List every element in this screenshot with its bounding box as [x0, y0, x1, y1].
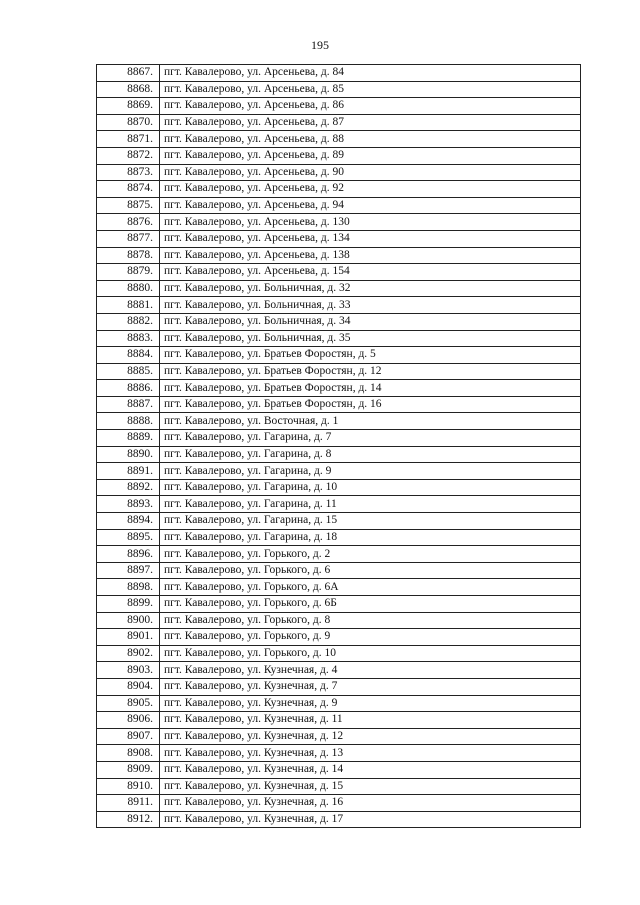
- address-cell: пгт. Кавалерово, ул. Арсеньева, д. 84: [160, 65, 581, 82]
- table-row: [97, 513, 581, 530]
- address-cell: пгт. Кавалерово, ул. Арсеньева, д. 138: [160, 247, 581, 264]
- row-number-cell: 8881.: [97, 297, 160, 314]
- address-cell: пгт. Кавалерово, ул. Гагарина, д. 10: [160, 479, 581, 496]
- address-cell: пгт. Кавалерово, ул. Кузнечная, д. 16: [160, 795, 581, 812]
- table-row: [97, 313, 581, 330]
- row-number-cell: 8871.: [97, 131, 160, 148]
- table-row: [97, 645, 581, 662]
- row-number-cell: 8878.: [97, 247, 160, 264]
- address-cell: пгт. Кавалерово, ул. Горького, д. 6Б: [160, 596, 581, 613]
- row-number-cell: 8907.: [97, 728, 160, 745]
- address-cell: пгт. Кавалерово, ул. Арсеньева, д. 90: [160, 164, 581, 181]
- table-row: [97, 65, 581, 82]
- row-number-cell: 8911.: [97, 795, 160, 812]
- table-row: [97, 446, 581, 463]
- row-number-cell: 8903.: [97, 662, 160, 679]
- row-number-cell: 8894.: [97, 513, 160, 530]
- table-row: [97, 114, 581, 131]
- row-number-cell: 8888.: [97, 413, 160, 430]
- table-row: [97, 81, 581, 98]
- table-row: [97, 479, 581, 496]
- table-row: [97, 413, 581, 430]
- row-number-cell: 8889.: [97, 430, 160, 447]
- address-cell: пгт. Кавалерово, ул. Арсеньева, д. 88: [160, 131, 581, 148]
- table-row: [97, 761, 581, 778]
- address-cell: пгт. Кавалерово, ул. Кузнечная, д. 15: [160, 778, 581, 795]
- row-number-cell: 8867.: [97, 65, 160, 82]
- row-number-cell: 8909.: [97, 761, 160, 778]
- row-number-cell: 8896.: [97, 546, 160, 563]
- address-table: [96, 64, 581, 828]
- table-row: [97, 612, 581, 629]
- table-row: [97, 330, 581, 347]
- row-number-cell: 8908.: [97, 745, 160, 762]
- address-cell: пгт. Кавалерово, ул. Братьев Форостян, д. 14: [160, 380, 581, 397]
- row-number-cell: 8873.: [97, 164, 160, 181]
- row-number-cell: 8884.: [97, 347, 160, 364]
- table-row: [97, 579, 581, 596]
- address-cell: пгт. Кавалерово, ул. Арсеньева, д. 86: [160, 98, 581, 115]
- table-row: [97, 247, 581, 264]
- row-number-cell: 8890.: [97, 446, 160, 463]
- table-row: [97, 463, 581, 480]
- table-row: [97, 98, 581, 115]
- address-cell: пгт. Кавалерово, ул. Больничная, д. 35: [160, 330, 581, 347]
- row-number-cell: 8898.: [97, 579, 160, 596]
- address-cell: пгт. Кавалерово, ул. Гагарина, д. 15: [160, 513, 581, 530]
- address-cell: пгт. Кавалерово, ул. Горького, д. 9: [160, 629, 581, 646]
- address-cell: пгт. Кавалерово, ул. Гагарина, д. 18: [160, 529, 581, 546]
- address-cell: пгт. Кавалерово, ул. Кузнечная, д. 4: [160, 662, 581, 679]
- row-number-cell: 8874.: [97, 181, 160, 198]
- address-cell: пгт. Кавалерово, ул. Гагарина, д. 8: [160, 446, 581, 463]
- table-row: [97, 264, 581, 281]
- row-number-cell: 8892.: [97, 479, 160, 496]
- address-cell: пгт. Кавалерово, ул. Арсеньева, д. 154: [160, 264, 581, 281]
- table-row: [97, 131, 581, 148]
- table-row: [97, 745, 581, 762]
- address-cell: пгт. Кавалерово, ул. Кузнечная, д. 9: [160, 695, 581, 712]
- table-row: [97, 230, 581, 247]
- table-row: [97, 280, 581, 297]
- address-cell: пгт. Кавалерово, ул. Арсеньева, д. 130: [160, 214, 581, 231]
- table-row: [97, 795, 581, 812]
- row-number-cell: 8876.: [97, 214, 160, 231]
- table-row: [97, 811, 581, 828]
- table-row: [97, 596, 581, 613]
- address-cell: пгт. Кавалерово, ул. Кузнечная, д. 14: [160, 761, 581, 778]
- address-cell: пгт. Кавалерово, ул. Кузнечная, д. 11: [160, 712, 581, 729]
- address-table-body: [97, 65, 581, 828]
- row-number-cell: 8875.: [97, 197, 160, 214]
- row-number-cell: 8900.: [97, 612, 160, 629]
- address-cell: пгт. Кавалерово, ул. Горького, д. 6А: [160, 579, 581, 596]
- table-row: [97, 430, 581, 447]
- table-row: [97, 546, 581, 563]
- address-cell: пгт. Кавалерово, ул. Больничная, д. 32: [160, 280, 581, 297]
- row-number-cell: 8895.: [97, 529, 160, 546]
- table-row: [97, 164, 581, 181]
- address-cell: пгт. Кавалерово, ул. Арсеньева, д. 94: [160, 197, 581, 214]
- table-row: [97, 363, 581, 380]
- table-row: [97, 678, 581, 695]
- address-cell: пгт. Кавалерово, ул. Братьев Форостян, д. 5: [160, 347, 581, 364]
- address-cell: пгт. Кавалерово, ул. Гагарина, д. 9: [160, 463, 581, 480]
- row-number-cell: 8870.: [97, 114, 160, 131]
- row-number-cell: 8877.: [97, 230, 160, 247]
- address-cell: пгт. Кавалерово, ул. Арсеньева, д. 85: [160, 81, 581, 98]
- table-row: [97, 695, 581, 712]
- table-row: [97, 496, 581, 513]
- row-number-cell: 8912.: [97, 811, 160, 828]
- address-cell: пгт. Кавалерово, ул. Арсеньева, д. 89: [160, 147, 581, 164]
- row-number-cell: 8885.: [97, 363, 160, 380]
- row-number-cell: 8899.: [97, 596, 160, 613]
- table-row: [97, 728, 581, 745]
- table-row: [97, 629, 581, 646]
- table-row: [97, 396, 581, 413]
- table-row: [97, 297, 581, 314]
- row-number-cell: 8879.: [97, 264, 160, 281]
- row-number-cell: 8883.: [97, 330, 160, 347]
- address-cell: пгт. Кавалерово, ул. Кузнечная, д. 12: [160, 728, 581, 745]
- table-row: [97, 529, 581, 546]
- address-cell: пгт. Кавалерово, ул. Кузнечная, д. 7: [160, 678, 581, 695]
- address-cell: пгт. Кавалерово, ул. Горького, д. 2: [160, 546, 581, 563]
- address-cell: пгт. Кавалерово, ул. Арсеньева, д. 87: [160, 114, 581, 131]
- table-row: [97, 181, 581, 198]
- address-cell: пгт. Кавалерово, ул. Арсеньева, д. 134: [160, 230, 581, 247]
- row-number-cell: 8868.: [97, 81, 160, 98]
- address-cell: пгт. Кавалерово, ул. Кузнечная, д. 13: [160, 745, 581, 762]
- address-cell: пгт. Кавалерово, ул. Гагарина, д. 11: [160, 496, 581, 513]
- table-row: [97, 380, 581, 397]
- page-number: 195: [311, 38, 329, 52]
- table-row: [97, 562, 581, 579]
- row-number-cell: 8904.: [97, 678, 160, 695]
- table-row: [97, 197, 581, 214]
- table-row: [97, 712, 581, 729]
- row-number-cell: 8897.: [97, 562, 160, 579]
- row-number-cell: 8910.: [97, 778, 160, 795]
- table-row: [97, 778, 581, 795]
- row-number-cell: 8872.: [97, 147, 160, 164]
- address-cell: пгт. Кавалерово, ул. Больничная, д. 34: [160, 313, 581, 330]
- address-cell: пгт. Кавалерово, ул. Восточная, д. 1: [160, 413, 581, 430]
- row-number-cell: 8886.: [97, 380, 160, 397]
- row-number-cell: 8901.: [97, 629, 160, 646]
- table-row: [97, 662, 581, 679]
- address-cell: пгт. Кавалерово, ул. Арсеньева, д. 92: [160, 181, 581, 198]
- row-number-cell: 8902.: [97, 645, 160, 662]
- row-number-cell: 8905.: [97, 695, 160, 712]
- row-number-cell: 8882.: [97, 313, 160, 330]
- address-cell: пгт. Кавалерово, ул. Больничная, д. 33: [160, 297, 581, 314]
- row-number-cell: 8869.: [97, 98, 160, 115]
- table-row: [97, 214, 581, 231]
- address-cell: пгт. Кавалерово, ул. Кузнечная, д. 17: [160, 811, 581, 828]
- address-cell: пгт. Кавалерово, ул. Горького, д. 10: [160, 645, 581, 662]
- row-number-cell: 8887.: [97, 396, 160, 413]
- row-number-cell: 8893.: [97, 496, 160, 513]
- address-cell: пгт. Кавалерово, ул. Горького, д. 6: [160, 562, 581, 579]
- address-cell: пгт. Кавалерово, ул. Горького, д. 8: [160, 612, 581, 629]
- row-number-cell: 8880.: [97, 280, 160, 297]
- address-cell: пгт. Кавалерово, ул. Братьев Форостян, д. 12: [160, 363, 581, 380]
- address-cell: пгт. Кавалерово, ул. Гагарина, д. 7: [160, 430, 581, 447]
- table-row: [97, 347, 581, 364]
- table-row: [97, 147, 581, 164]
- row-number-cell: 8906.: [97, 712, 160, 729]
- row-number-cell: 8891.: [97, 463, 160, 480]
- address-cell: пгт. Кавалерово, ул. Братьев Форостян, д. 16: [160, 396, 581, 413]
